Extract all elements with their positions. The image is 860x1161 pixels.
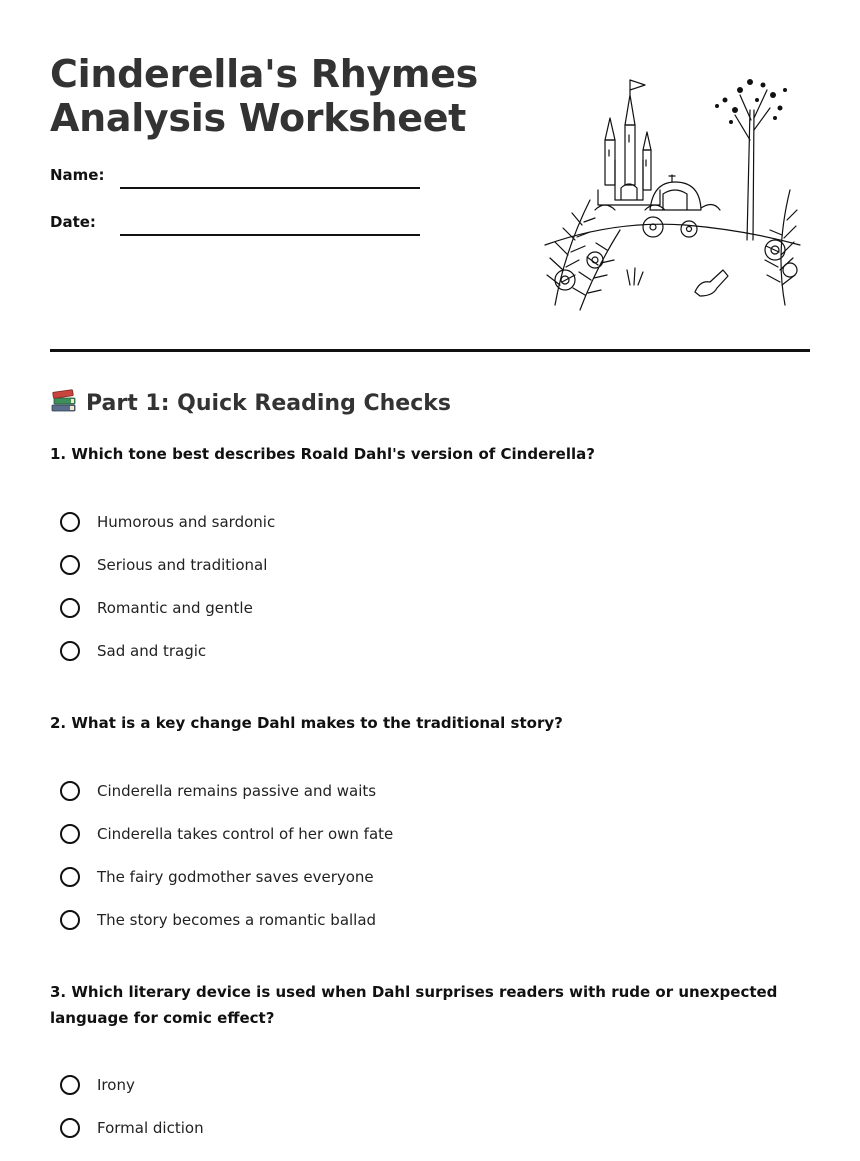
part1-title — [50, 388, 451, 420]
fern-right-drawing — [765, 190, 797, 305]
question-1-option-3[interactable] — [60, 595, 253, 621]
castle-illustration — [535, 70, 810, 315]
option-label: Cinderella remains passive and waits — [97, 782, 377, 800]
question-3-option-1[interactable] — [60, 1072, 135, 1098]
header-divider — [50, 349, 810, 352]
option-label: Humorous and sardonic — [97, 513, 276, 531]
title-line-2: Analysis Worksheet — [50, 96, 467, 140]
option-label: Formal diction — [97, 1119, 204, 1137]
option-label: Irony — [97, 1076, 135, 1094]
name-label: Name: — [50, 166, 105, 184]
question-2: 2. What is a key change Dahl makes to the traditional story? — [50, 714, 563, 732]
radio-button[interactable] — [60, 781, 80, 801]
radio-button[interactable] — [60, 910, 80, 930]
books-icon — [50, 388, 78, 414]
glass-slipper-drawing — [695, 270, 728, 296]
fern-left-drawing — [547, 200, 620, 310]
worksheet-title — [50, 52, 478, 140]
radio-button[interactable] — [60, 555, 80, 575]
question-1-option-4[interactable] — [60, 638, 206, 664]
castle-drawing — [595, 80, 665, 210]
option-label: Romantic and gentle — [97, 599, 253, 617]
question-3-option-2[interactable] — [60, 1115, 204, 1141]
question-2-option-1[interactable] — [60, 778, 376, 804]
part1-title-text: Part 1: Quick Reading Checks — [86, 391, 451, 416]
radio-button[interactable] — [60, 1075, 80, 1095]
tree-drawing — [715, 79, 787, 240]
radio-button[interactable] — [60, 867, 80, 887]
option-label: Cinderella takes control of her own fate — [97, 825, 394, 843]
radio-button[interactable] — [60, 512, 80, 532]
option-label: Serious and traditional — [97, 556, 268, 574]
radio-button[interactable] — [60, 598, 80, 618]
option-label: The story becomes a romantic ballad — [97, 911, 377, 929]
question-1: 1. Which tone best describes Roald Dahl's version of Cinderella? — [50, 445, 595, 463]
option-label: The fairy godmother saves everyone — [97, 868, 374, 886]
name-field[interactable] — [120, 187, 420, 189]
small-plant-drawing — [627, 268, 643, 285]
question-3: 3. Which literary device is used when Dahl surprises readers with rude or unexpected language for comic effect? — [50, 983, 778, 1027]
radio-button[interactable] — [60, 641, 80, 661]
question-1-option-2[interactable] — [60, 552, 267, 578]
question-2-option-4[interactable] — [60, 907, 376, 933]
option-label: Sad and tragic — [97, 642, 207, 660]
date-label: Date: — [50, 213, 96, 231]
radio-button[interactable] — [60, 824, 80, 844]
question-2-option-2[interactable] — [60, 821, 393, 847]
title-line-1: Cinderella's Rhymes — [50, 52, 478, 96]
date-field[interactable] — [120, 234, 420, 236]
question-1-option-1[interactable] — [60, 509, 275, 535]
question-2-option-3[interactable] — [60, 864, 374, 890]
radio-button[interactable] — [60, 1118, 80, 1138]
